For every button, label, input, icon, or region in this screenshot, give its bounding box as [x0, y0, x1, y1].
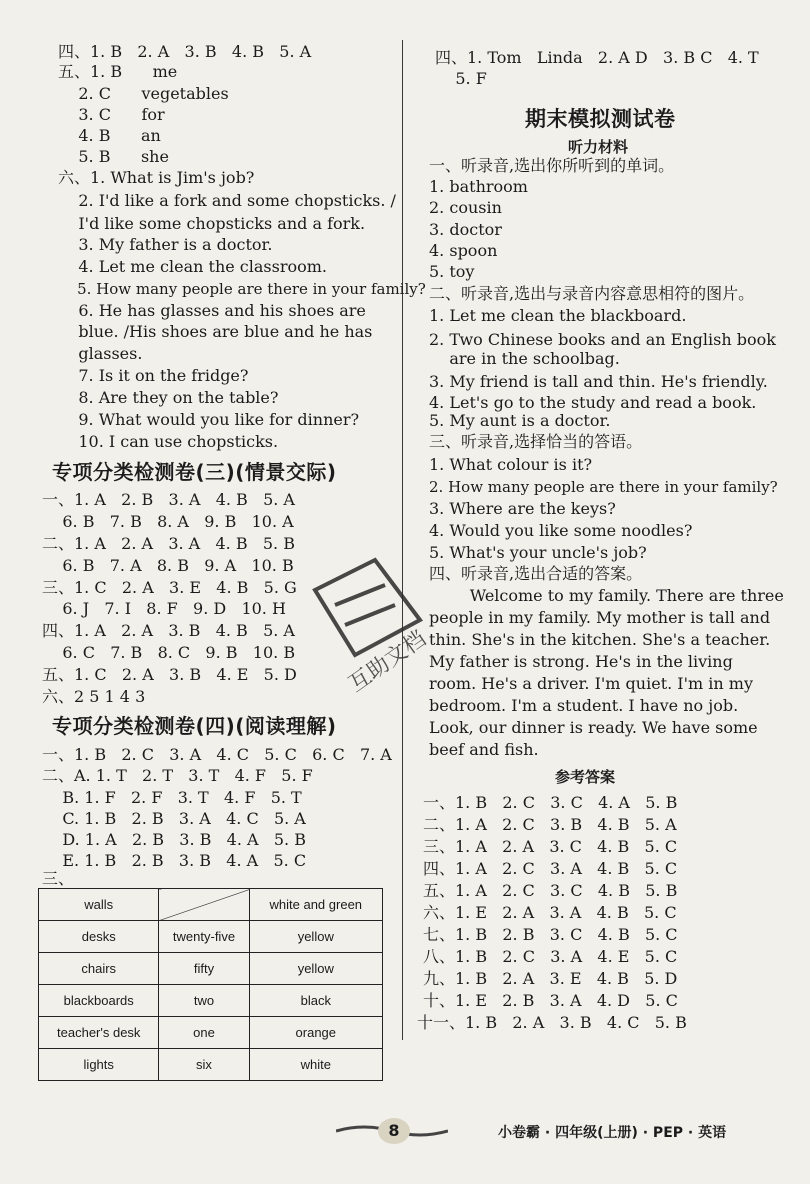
text-line: 二、听录音,选出与录音内容意思相符的图片。	[429, 284, 755, 303]
text-line: 2. Two Chinese books and an English book	[429, 330, 776, 349]
text-line: Welcome to my family. There are three	[429, 586, 784, 605]
table-cell: desks	[39, 921, 159, 953]
answer-line: 十、1. E 2. B 3. A 4. D 5. C	[423, 991, 678, 1010]
text-line: 5. My aunt is a doctor.	[429, 411, 611, 430]
watermark-text: 互助文档	[344, 626, 431, 698]
answer-line: 8. Are they on the table?	[58, 388, 279, 407]
table-row	[39, 1017, 383, 1049]
table-cell: blackboards	[39, 985, 159, 1017]
answer-line: 四、1. A 2. A 3. B 4. B 5. A	[42, 621, 295, 640]
answer-line: 6. J 7. I 8. F 9. D 10. H	[42, 599, 286, 618]
text-line: 4. spoon	[429, 241, 498, 260]
answer-line: 六、1. What is Jim's job?	[58, 168, 255, 187]
answer-line: 一、1. B 2. C 3. A 4. C 5. C 6. C 7. A	[42, 745, 392, 764]
answer-line: C. 1. B 2. B 3. A 4. C 5. A	[42, 809, 306, 828]
answer-line: 2. C vegetables	[58, 84, 229, 103]
answer-line: 四、1. B 2. A 3. B 4. B 5. A	[58, 42, 312, 61]
answers-title: 参考答案	[555, 768, 616, 786]
answer-line: 6. C 7. B 8. C 9. B 10. B	[42, 643, 296, 662]
section-title: 专项分类检测卷(四)(阅读理解)	[52, 714, 337, 738]
table-cell: one	[159, 1017, 249, 1049]
listening-title: 听力材料	[568, 138, 629, 156]
answer-line: 七、1. B 2. B 3. C 4. B 5. C	[423, 925, 678, 944]
answer-line: 一、1. A 2. B 3. A 4. B 5. A	[42, 490, 295, 509]
table-cell: black	[249, 985, 382, 1017]
answer-line: 5. B she	[58, 147, 169, 166]
answer-line: 3. C for	[58, 105, 165, 124]
table-row	[39, 921, 383, 953]
text-line: 4. Let's go to the study and read a book.	[429, 393, 757, 412]
answer-line: 一、1. B 2. C 3. C 4. A 5. B	[423, 793, 678, 812]
text-line: 1. Let me clean the blackboard.	[429, 306, 687, 325]
table-cell: yellow	[249, 921, 382, 953]
text-line: 一、听录音,选出你所听到的单词。	[429, 156, 675, 175]
text-line: 3. doctor	[429, 220, 502, 239]
text-line: 四、听录音,选出合适的答案。	[429, 564, 643, 583]
text-line: people in my family. My mother is tall and	[429, 608, 771, 627]
text-line: 2. How many people are there in your family?	[429, 478, 778, 496]
answer-line: 3. My father is a doctor.	[58, 235, 273, 254]
book-title: 小卷霸 · 四年级(上册) · PEP · 英语	[498, 1125, 727, 1141]
answer-line: glasses.	[58, 344, 143, 363]
table-row	[39, 985, 383, 1017]
answer-line: 5. F	[435, 69, 487, 88]
answer-line: D. 1. A 2. B 3. B 4. A 5. B	[42, 830, 306, 849]
answer-line: 二、A. 1. T 2. T 3. T 4. F 5. F	[42, 766, 313, 785]
table-cell: six	[159, 1049, 249, 1081]
answer-line: 7. Is it on the fridge?	[58, 366, 249, 385]
answer-line: 五、1. A 2. C 3. C 4. B 5. B	[423, 881, 678, 900]
answer-line: 9. What would you like for dinner?	[58, 410, 360, 429]
text-line: 3. My friend is tall and thin. He's friendly.	[429, 372, 768, 391]
table-cell: chairs	[39, 953, 159, 985]
table-cell: orange	[249, 1017, 382, 1049]
answer-line: 九、1. B 2. A 3. E 4. B 5. D	[423, 969, 678, 988]
text-line: 三、听录音,选择恰当的答语。	[429, 432, 643, 451]
page-number: 8	[378, 1118, 410, 1144]
answer-line: 五、1. B me	[58, 62, 178, 81]
answer-line: 10. I can use chopsticks.	[58, 432, 279, 451]
answer-line: 六、2 5 1 4 3	[42, 687, 146, 706]
table-cell: white	[249, 1049, 382, 1081]
table-cell: lights	[39, 1049, 159, 1081]
text-line: thin. She's in the kitchen. She's a teacher.	[429, 630, 771, 649]
answer-line: 三、1. A 2. A 3. C 4. B 5. C	[423, 837, 678, 856]
answer-line: 4. Let me clean the classroom.	[58, 257, 328, 276]
watermark-stamp-icon	[290, 550, 450, 700]
text-line: 5. toy	[429, 262, 475, 281]
answer-line: 6. B 7. B 8. A 9. B 10. A	[42, 512, 294, 531]
answer-line: 三、1. C 2. A 3. E 4. B 5. G	[42, 578, 297, 597]
section-title: 专项分类检测卷(三)(情景交际)	[52, 460, 337, 484]
table-cell: teacher's desk	[39, 1017, 159, 1049]
text-line: 2. cousin	[429, 198, 502, 217]
text-line: bedroom. I'm a student. I have no job.	[429, 696, 739, 715]
answer-line: 五、1. C 2. A 3. B 4. E 5. D	[42, 665, 297, 684]
answer-line: 二、1. A 2. C 3. B 4. B 5. A	[423, 815, 677, 834]
table-cell: twenty-five	[159, 921, 249, 953]
text-line: are in the schoolbag.	[429, 349, 620, 368]
text-line: 3. Where are the keys?	[429, 499, 616, 518]
answer-line: 二、1. A 2. A 3. A 4. B 5. B	[42, 534, 295, 553]
table-row	[39, 953, 383, 985]
answer-line: blue. /His shoes are blue and he has	[58, 322, 373, 341]
text-line: 1. What colour is it?	[429, 455, 593, 474]
table-cell: yellow	[249, 953, 382, 985]
answer-line: 三、	[42, 869, 75, 888]
answer-line: 6. He has glasses and his shoes are	[58, 301, 366, 320]
text-line: Look, our dinner is ready. We have some	[429, 718, 758, 737]
answer-line: 6. B 7. A 8. B 9. A 10. B	[42, 556, 294, 575]
table-cell: white and green	[249, 889, 382, 921]
answer-line: 5. How many people are there in your family?	[58, 280, 426, 298]
answer-line: 四、1. Tom Linda 2. A D 3. B C 4. T	[435, 48, 759, 67]
answer-line: 八、1. B 2. C 3. A 4. E 5. C	[423, 947, 678, 966]
table-row	[39, 889, 383, 921]
answer-line: B. 1. F 2. F 3. T 4. F 5. T	[42, 788, 302, 807]
text-line: 1. bathroom	[429, 177, 528, 196]
text-line: My father is strong. He's in the living	[429, 652, 733, 671]
table-row	[39, 1049, 383, 1081]
table-cell: walls	[39, 889, 159, 921]
answer-line: 十一、1. B 2. A 3. B 4. C 5. B	[417, 1013, 687, 1032]
answer-line: 四、1. A 2. C 3. A 4. B 5. C	[423, 859, 678, 878]
column-divider	[402, 40, 403, 1040]
answer-line: E. 1. B 2. B 3. B 4. A 5. C	[42, 851, 307, 870]
answer-line: I'd like some chopsticks and a fork.	[58, 214, 366, 233]
text-line: 5. What's your uncle's job?	[429, 543, 647, 562]
answer-line: 2. I'd like a fork and some chopsticks. /	[58, 191, 396, 210]
text-line: room. He's a driver. I'm quiet. I'm in my	[429, 674, 753, 693]
exam-title: 期末模拟测试卷	[525, 107, 676, 131]
table-cell: fifty	[159, 953, 249, 985]
answer-table	[38, 888, 383, 1081]
answer-line: 4. B an	[58, 126, 161, 145]
text-line: 4. Would you like some noodles?	[429, 521, 693, 540]
text-line: beef and fish.	[429, 740, 539, 759]
table-cell: two	[159, 985, 249, 1017]
table-cell-diagonal	[159, 889, 249, 921]
answer-line: 六、1. E 2. A 3. A 4. B 5. C	[423, 903, 677, 922]
